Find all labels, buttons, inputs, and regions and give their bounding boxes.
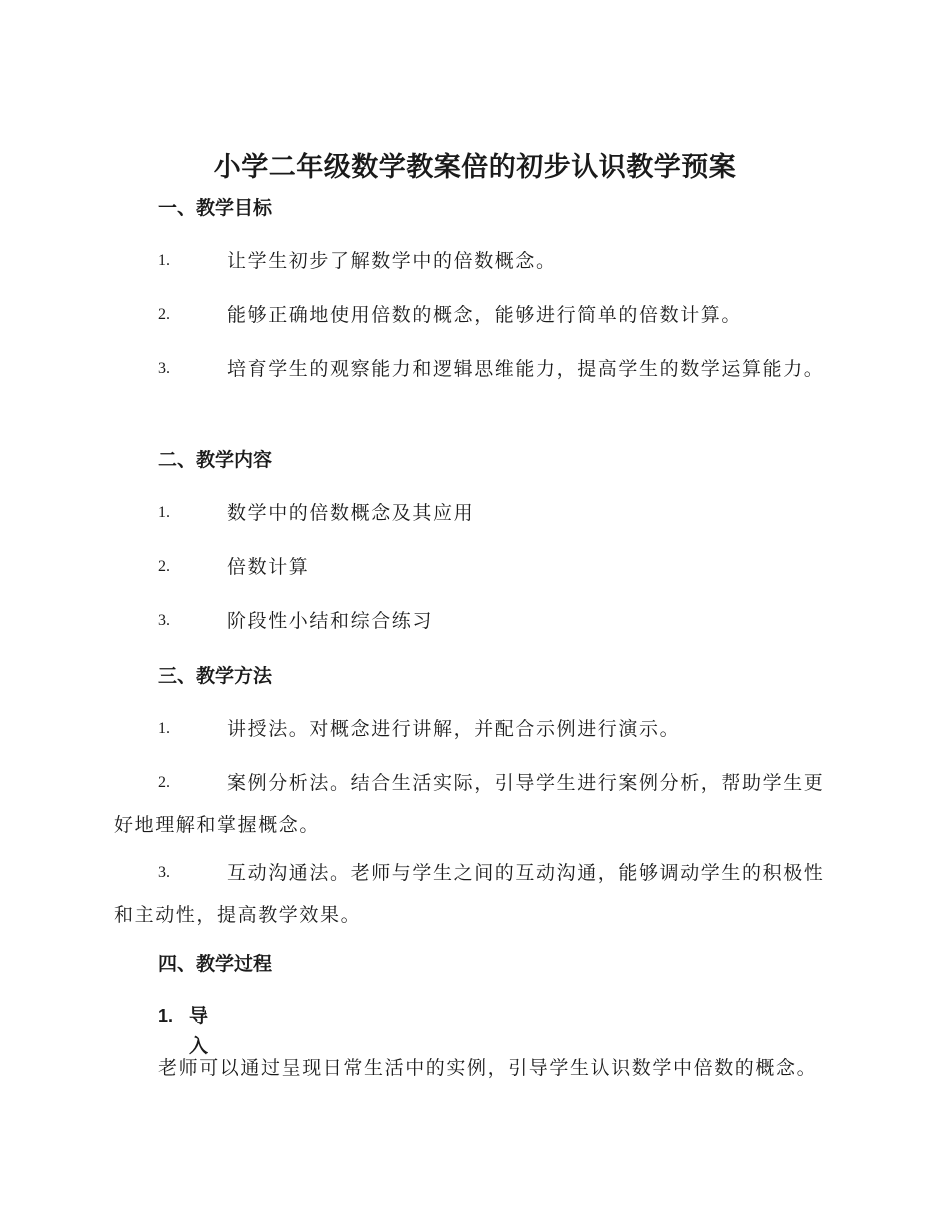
section-heading-methods: 三、教学方法	[158, 665, 273, 687]
list-item-text: 案例分析法。结合生活实际，引导学生进行案例分析，帮助学生更好地理解和掌握概念。	[114, 772, 825, 836]
list-item-number: 1.	[158, 720, 170, 737]
list-item	[114, 546, 834, 588]
list-item-number: 1.	[158, 252, 170, 269]
list-item-text: 让学生初步了解数学中的倍数概念。	[227, 250, 557, 272]
list-item-number: 3.	[158, 360, 170, 377]
list-item-text: 互动沟通法。老师与学生之间的互动沟通，能够调动学生的积极性和主动性，提高教学效果。	[114, 862, 825, 926]
list-item	[114, 762, 834, 846]
list-item	[114, 492, 834, 534]
list-item	[114, 294, 834, 336]
section-heading-process: 四、教学过程	[158, 953, 273, 975]
list-item-text: 讲授法。对概念进行讲解，并配合示例进行演示。	[227, 718, 681, 740]
list-item-number: 3.	[158, 864, 170, 881]
list-item-number: 3.	[158, 612, 170, 629]
list-item-text: 培育学生的观察能力和逻辑思维能力，提高学生的数学运算能力。	[227, 358, 825, 380]
list-item	[114, 240, 834, 282]
list-item-number: 1.	[158, 504, 170, 521]
list-item	[114, 348, 834, 390]
subsection-number: 1.	[158, 1006, 174, 1026]
section-heading-content: 二、教学内容	[158, 449, 273, 471]
list-item-number: 2.	[158, 306, 170, 323]
body-paragraph: 老师可以通过呈现日常生活中的实例，引导学生认识数学中倍数的概念。	[158, 1057, 818, 1079]
document-title: 小学二年级数学教案倍的初步认识教学预案	[213, 152, 737, 183]
list-item-text: 数学中的倍数概念及其应用	[227, 502, 475, 524]
list-item-text: 阶段性小结和综合练习	[227, 610, 434, 632]
list-item	[114, 600, 834, 642]
list-item-number: 2.	[158, 774, 170, 791]
list-item-text: 倍数计算	[227, 556, 310, 578]
section-heading-objectives: 一、教学目标	[158, 197, 273, 219]
list-item-text: 能够正确地使用倍数的概念，能够进行简单的倍数计算。	[227, 304, 743, 326]
list-item-number: 2.	[158, 558, 170, 575]
list-item	[114, 708, 834, 750]
subsection-label: 导入	[189, 1005, 209, 1057]
list-item	[114, 852, 834, 936]
